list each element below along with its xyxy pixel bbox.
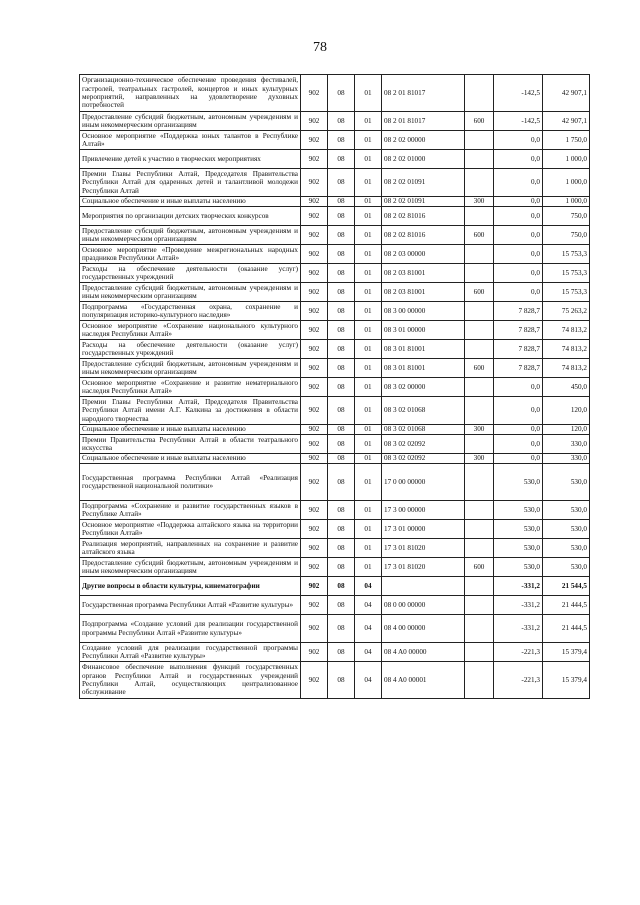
cell-glava: 902: [301, 454, 328, 464]
cell-target-article: 17 3 01 81020: [382, 539, 465, 558]
cell-target-article: 08 2 02 01091: [382, 197, 465, 207]
cell-amount-change: -331,2: [494, 577, 543, 596]
cell-target-article: 08 2 02 01091: [382, 169, 465, 197]
cell-name: Подпрограмма «Создание условий для реализации государственной программы Республики Алтай «Развитие культуры»: [80, 615, 301, 643]
cell-section: 08: [328, 169, 355, 197]
cell-target-article: [382, 577, 465, 596]
cell-subsection: 01: [355, 302, 382, 321]
cell-section: 08: [328, 662, 355, 699]
cell-target-article: 08 3 01 81001: [382, 340, 465, 359]
cell-target-article: 08 4 A0 00001: [382, 662, 465, 699]
table-row: [80, 464, 590, 501]
cell-target-article: 08 2 03 81001: [382, 264, 465, 283]
table-row: [80, 283, 590, 302]
page-number: 78: [313, 40, 327, 55]
cell-amount-total: 42 907,1: [543, 75, 590, 112]
cell-section: 08: [328, 454, 355, 464]
cell-subsection: 01: [355, 397, 382, 425]
cell-expense-type: [465, 596, 494, 615]
cell-expense-type: [465, 75, 494, 112]
table-row: [80, 245, 590, 264]
cell-amount-total: 450,0: [543, 378, 590, 397]
cell-glava: 902: [301, 539, 328, 558]
cell-section: 08: [328, 435, 355, 454]
cell-amount-change: 0,0: [494, 454, 543, 464]
cell-target-article: 08 4 00 00000: [382, 615, 465, 643]
cell-amount-change: -221,3: [494, 643, 543, 662]
table-row: [80, 112, 590, 131]
cell-glava: 902: [301, 425, 328, 435]
cell-amount-change: -331,2: [494, 596, 543, 615]
cell-target-article: 08 2 03 00000: [382, 245, 465, 264]
cell-amount-total: 530,0: [543, 539, 590, 558]
cell-target-article: 08 3 02 02092: [382, 454, 465, 464]
cell-expense-type: [465, 539, 494, 558]
cell-amount-change: 530,0: [494, 501, 543, 520]
cell-subsection: 01: [355, 435, 382, 454]
table-row: [80, 131, 590, 150]
table-row: [80, 264, 590, 283]
cell-expense-type: [465, 615, 494, 643]
cell-section: 08: [328, 378, 355, 397]
cell-target-article: 08 2 01 81017: [382, 75, 465, 112]
cell-name: Основное мероприятие «Проведение межрегиональных народных праздников Республики Алтай»: [80, 245, 301, 264]
cell-name: Основное мероприятие «Поддержка алтайского языка на территории Республики Алтай»: [80, 520, 301, 539]
cell-section: 08: [328, 520, 355, 539]
cell-amount-total: 74 813,2: [543, 340, 590, 359]
cell-expense-type: [465, 464, 494, 501]
cell-target-article: 08 2 02 81016: [382, 226, 465, 245]
cell-amount-change: 530,0: [494, 558, 543, 577]
table-row: [80, 150, 590, 169]
cell-amount-total: 1 000,0: [543, 197, 590, 207]
cell-subsection: 01: [355, 340, 382, 359]
cell-glava: 902: [301, 302, 328, 321]
cell-name: Расходы на обеспечение деятельности (оказание услуг) государственных учреждений: [80, 264, 301, 283]
cell-name: Премии Правительства Республики Алтай в области театрального искусства: [80, 435, 301, 454]
cell-amount-change: -221,3: [494, 662, 543, 699]
cell-target-article: 08 3 02 02092: [382, 435, 465, 454]
cell-subsection: 01: [355, 378, 382, 397]
cell-subsection: 01: [355, 245, 382, 264]
cell-glava: 902: [301, 662, 328, 699]
cell-target-article: 17 3 01 81020: [382, 558, 465, 577]
cell-amount-total: 750,0: [543, 207, 590, 226]
cell-name: Государственная программа Республики Алтай «Реализация государственной национальной политики»: [80, 464, 301, 501]
cell-name: Премии Главы Республики Алтай, Председателя Правительства Республики Алтай имени А.Г. Калкина за достижения в области народного творчества: [80, 397, 301, 425]
cell-section: 08: [328, 558, 355, 577]
cell-amount-total: 1 000,0: [543, 169, 590, 197]
cell-subsection: 01: [355, 207, 382, 226]
cell-expense-type: 600: [465, 226, 494, 245]
cell-name: Привлечение детей к участию в творческих мероприятиях: [80, 150, 301, 169]
cell-expense-type: [465, 131, 494, 150]
table-row: [80, 226, 590, 245]
cell-target-article: 08 3 02 01068: [382, 425, 465, 435]
cell-subsection: 01: [355, 112, 382, 131]
cell-section: 08: [328, 207, 355, 226]
cell-glava: 902: [301, 378, 328, 397]
cell-glava: 902: [301, 283, 328, 302]
cell-amount-total: 21 444,5: [543, 615, 590, 643]
cell-glava: 902: [301, 264, 328, 283]
cell-target-article: 08 0 00 00000: [382, 596, 465, 615]
cell-section: 08: [328, 302, 355, 321]
cell-target-article: 08 3 01 00000: [382, 321, 465, 340]
cell-amount-total: 120,0: [543, 425, 590, 435]
cell-amount-total: 120,0: [543, 397, 590, 425]
table-row: [80, 75, 590, 112]
table-row: [80, 207, 590, 226]
cell-target-article: 17 3 00 00000: [382, 501, 465, 520]
cell-target-article: 17 0 00 00000: [382, 464, 465, 501]
cell-amount-total: 15 753,3: [543, 245, 590, 264]
cell-section: 08: [328, 596, 355, 615]
cell-subsection: 01: [355, 75, 382, 112]
cell-section: 08: [328, 615, 355, 643]
cell-amount-total: 15 379,4: [543, 662, 590, 699]
cell-expense-type: [465, 150, 494, 169]
cell-name: Социальное обеспечение и иные выплаты населению: [80, 197, 301, 207]
cell-glava: 902: [301, 643, 328, 662]
cell-target-article: 08 3 02 01068: [382, 397, 465, 425]
cell-target-article: 08 2 02 00000: [382, 131, 465, 150]
cell-amount-change: 0,0: [494, 264, 543, 283]
cell-expense-type: [465, 501, 494, 520]
table-row: [80, 662, 590, 699]
cell-name: Предоставление субсидий бюджетным, автономным учреждениям и иным некоммерческим организациям: [80, 359, 301, 378]
cell-amount-total: 530,0: [543, 501, 590, 520]
cell-amount-total: 1 000,0: [543, 150, 590, 169]
cell-subsection: 01: [355, 520, 382, 539]
cell-section: 08: [328, 112, 355, 131]
cell-subsection: 01: [355, 425, 382, 435]
cell-amount-change: -142,5: [494, 112, 543, 131]
cell-subsection: 01: [355, 501, 382, 520]
cell-section: 08: [328, 539, 355, 558]
cell-glava: 902: [301, 520, 328, 539]
cell-name: Предоставление субсидий бюджетным, автономным учреждениям и иным некоммерческим организациям: [80, 226, 301, 245]
cell-expense-type: [465, 207, 494, 226]
cell-glava: 902: [301, 464, 328, 501]
cell-name: Мероприятия по организации детских творческих конкурсов: [80, 207, 301, 226]
table-row: [80, 615, 590, 643]
cell-amount-change: 0,0: [494, 283, 543, 302]
table-row: [80, 454, 590, 464]
cell-subsection: 01: [355, 283, 382, 302]
cell-name: Финансовое обеспечение выполнения функций государственных органов Республики Алтай и государственных учреждений Республики Алтай, осуществляющих централизованное обслуживание: [80, 662, 301, 699]
table-row: [80, 378, 590, 397]
cell-expense-type: [465, 340, 494, 359]
cell-amount-total: 1 750,0: [543, 131, 590, 150]
cell-glava: 902: [301, 596, 328, 615]
cell-glava: 902: [301, 197, 328, 207]
table-row: [80, 558, 590, 577]
cell-amount-change: -331,2: [494, 615, 543, 643]
cell-glava: 902: [301, 226, 328, 245]
cell-expense-type: 300: [465, 454, 494, 464]
cell-glava: 902: [301, 75, 328, 112]
cell-amount-change: 0,0: [494, 435, 543, 454]
cell-glava: 902: [301, 359, 328, 378]
cell-expense-type: [465, 321, 494, 340]
cell-amount-total: 15 379,4: [543, 643, 590, 662]
cell-amount-total: 530,0: [543, 464, 590, 501]
table-row: [80, 302, 590, 321]
cell-subsection: 01: [355, 150, 382, 169]
cell-amount-total: 330,0: [543, 454, 590, 464]
cell-section: 08: [328, 264, 355, 283]
cell-amount-total: 21 544,5: [543, 577, 590, 596]
cell-name: Социальное обеспечение и иные выплаты населению: [80, 454, 301, 464]
table-row: [80, 321, 590, 340]
table-row: [80, 435, 590, 454]
cell-expense-type: 300: [465, 197, 494, 207]
cell-name: Реализация мероприятий, направленных на сохранение и развитие алтайского языка: [80, 539, 301, 558]
cell-expense-type: [465, 378, 494, 397]
cell-section: 08: [328, 150, 355, 169]
cell-amount-change: 0,0: [494, 207, 543, 226]
cell-glava: 902: [301, 558, 328, 577]
table-row: [80, 643, 590, 662]
cell-glava: 902: [301, 397, 328, 425]
cell-name: Расходы на обеспечение деятельности (оказание услуг) государственных учреждений: [80, 340, 301, 359]
cell-amount-total: 74 813,2: [543, 359, 590, 378]
budget-table: [79, 74, 590, 699]
table-row: [80, 169, 590, 197]
table-row: [80, 397, 590, 425]
cell-expense-type: [465, 520, 494, 539]
cell-glava: 902: [301, 150, 328, 169]
cell-section: 08: [328, 340, 355, 359]
cell-amount-change: 0,0: [494, 131, 543, 150]
cell-glava: 902: [301, 245, 328, 264]
cell-expense-type: [465, 662, 494, 699]
table-row: [80, 577, 590, 596]
cell-target-article: 08 2 02 81016: [382, 207, 465, 226]
cell-expense-type: [465, 169, 494, 197]
cell-amount-total: 21 444,5: [543, 596, 590, 615]
cell-glava: 902: [301, 435, 328, 454]
cell-expense-type: [465, 245, 494, 264]
cell-amount-total: 74 813,2: [543, 321, 590, 340]
cell-amount-change: 7 828,7: [494, 321, 543, 340]
cell-section: 08: [328, 321, 355, 340]
cell-section: 08: [328, 425, 355, 435]
cell-expense-type: [465, 577, 494, 596]
cell-amount-change: 0,0: [494, 425, 543, 435]
cell-subsection: 01: [355, 464, 382, 501]
cell-amount-change: 0,0: [494, 378, 543, 397]
cell-glava: 902: [301, 131, 328, 150]
cell-target-article: 08 2 02 01000: [382, 150, 465, 169]
cell-subsection: 01: [355, 131, 382, 150]
cell-section: 08: [328, 577, 355, 596]
cell-name: Основное мероприятие «Поддержка юных талантов в Республике Алтай»: [80, 131, 301, 150]
cell-expense-type: [465, 397, 494, 425]
cell-name: Создание условий для реализации государственной программы Республики Алтай «Развитие культуры»: [80, 643, 301, 662]
cell-section: 08: [328, 464, 355, 501]
cell-amount-change: 0,0: [494, 169, 543, 197]
cell-amount-total: 15 753,3: [543, 264, 590, 283]
cell-name: Предоставление субсидий бюджетным, автономным учреждениям и иным некоммерческим организациям: [80, 283, 301, 302]
cell-amount-change: 7 828,7: [494, 359, 543, 378]
cell-name: Другие вопросы в области культуры, кинематографии: [80, 577, 301, 596]
cell-subsection: 01: [355, 169, 382, 197]
cell-amount-change: 7 828,7: [494, 302, 543, 321]
table-row: [80, 520, 590, 539]
cell-section: 08: [328, 501, 355, 520]
cell-amount-change: -142,5: [494, 75, 543, 112]
cell-amount-change: 0,0: [494, 245, 543, 264]
cell-amount-change: 530,0: [494, 520, 543, 539]
cell-amount-change: 0,0: [494, 150, 543, 169]
cell-section: 08: [328, 643, 355, 662]
cell-name: Организационно-техническое обеспечение проведения фестивалей, гастролей, театральных гастролей, концертов и иных культурных мероприятий, направленных на удовлетворение духовных потребностей: [80, 75, 301, 112]
cell-subsection: 01: [355, 359, 382, 378]
cell-glava: 902: [301, 169, 328, 197]
cell-expense-type: 600: [465, 359, 494, 378]
cell-subsection: 01: [355, 264, 382, 283]
cell-expense-type: 300: [465, 425, 494, 435]
table-row: [80, 197, 590, 207]
cell-glava: 902: [301, 321, 328, 340]
table-row: [80, 340, 590, 359]
cell-target-article: 17 3 01 00000: [382, 520, 465, 539]
cell-expense-type: [465, 302, 494, 321]
cell-amount-change: 0,0: [494, 397, 543, 425]
cell-glava: 902: [301, 112, 328, 131]
cell-subsection: 01: [355, 321, 382, 340]
cell-subsection: 04: [355, 662, 382, 699]
cell-name: Социальное обеспечение и иные выплаты населению: [80, 425, 301, 435]
cell-amount-total: 750,0: [543, 226, 590, 245]
cell-amount-change: 530,0: [494, 464, 543, 501]
cell-expense-type: 600: [465, 283, 494, 302]
cell-amount-total: 530,0: [543, 558, 590, 577]
cell-subsection: 04: [355, 615, 382, 643]
table-row: [80, 596, 590, 615]
cell-name: Премии Главы Республики Алтай, Председателя Правительства Республики Алтай для одаренных детей и талантливой молодежи Республики Алтай: [80, 169, 301, 197]
cell-amount-change: 530,0: [494, 539, 543, 558]
cell-target-article: 08 2 01 81017: [382, 112, 465, 131]
cell-subsection: 01: [355, 197, 382, 207]
cell-section: 08: [328, 75, 355, 112]
cell-subsection: 04: [355, 577, 382, 596]
cell-amount-total: 330,0: [543, 435, 590, 454]
cell-target-article: 08 3 01 81001: [382, 359, 465, 378]
cell-amount-change: 0,0: [494, 226, 543, 245]
cell-name: Основное мероприятие «Сохранение и развитие нематериального наследия Республики Алтай»: [80, 378, 301, 397]
cell-expense-type: [465, 643, 494, 662]
cell-glava: 902: [301, 577, 328, 596]
cell-subsection: 01: [355, 558, 382, 577]
cell-name: Подпрограмма «Сохранение и развитие государственных языков в Республике Алтай»: [80, 501, 301, 520]
cell-section: 08: [328, 131, 355, 150]
cell-name: Основное мероприятие «Сохранение национального культурного наследия Республики Алтай»: [80, 321, 301, 340]
cell-amount-change: 7 828,7: [494, 340, 543, 359]
table-row: [80, 539, 590, 558]
table-row: [80, 359, 590, 378]
cell-name: Предоставление субсидий бюджетным, автономным учреждениям и иным некоммерческим организациям: [80, 558, 301, 577]
cell-section: 08: [328, 359, 355, 378]
cell-section: 08: [328, 226, 355, 245]
cell-subsection: 01: [355, 226, 382, 245]
cell-expense-type: 600: [465, 558, 494, 577]
cell-name: Предоставление субсидий бюджетным, автономным учреждениям и иным некоммерческим организациям: [80, 112, 301, 131]
cell-amount-total: 42 907,1: [543, 112, 590, 131]
cell-target-article: 08 3 02 00000: [382, 378, 465, 397]
cell-subsection: 01: [355, 539, 382, 558]
cell-section: 08: [328, 397, 355, 425]
cell-subsection: 04: [355, 596, 382, 615]
cell-target-article: 08 2 03 81001: [382, 283, 465, 302]
cell-glava: 902: [301, 615, 328, 643]
table-row: [80, 501, 590, 520]
cell-section: 08: [328, 245, 355, 264]
cell-amount-change: 0,0: [494, 197, 543, 207]
cell-name: Государственная программа Республики Алтай «Развитие культуры»: [80, 596, 301, 615]
table-row: [80, 425, 590, 435]
cell-glava: 902: [301, 501, 328, 520]
cell-amount-total: 15 753,3: [543, 283, 590, 302]
cell-expense-type: [465, 435, 494, 454]
cell-amount-total: 530,0: [543, 520, 590, 539]
cell-section: 08: [328, 197, 355, 207]
cell-subsection: 01: [355, 454, 382, 464]
cell-target-article: 08 3 00 00000: [382, 302, 465, 321]
cell-target-article: 08 4 A0 00000: [382, 643, 465, 662]
cell-expense-type: 600: [465, 112, 494, 131]
cell-name: Подпрограмма «Государственная охрана, сохранение и популяризация историко-культурного наследия»: [80, 302, 301, 321]
cell-amount-total: 75 263,2: [543, 302, 590, 321]
cell-glava: 902: [301, 207, 328, 226]
cell-section: 08: [328, 283, 355, 302]
cell-glava: 902: [301, 340, 328, 359]
cell-subsection: 04: [355, 643, 382, 662]
cell-expense-type: [465, 264, 494, 283]
